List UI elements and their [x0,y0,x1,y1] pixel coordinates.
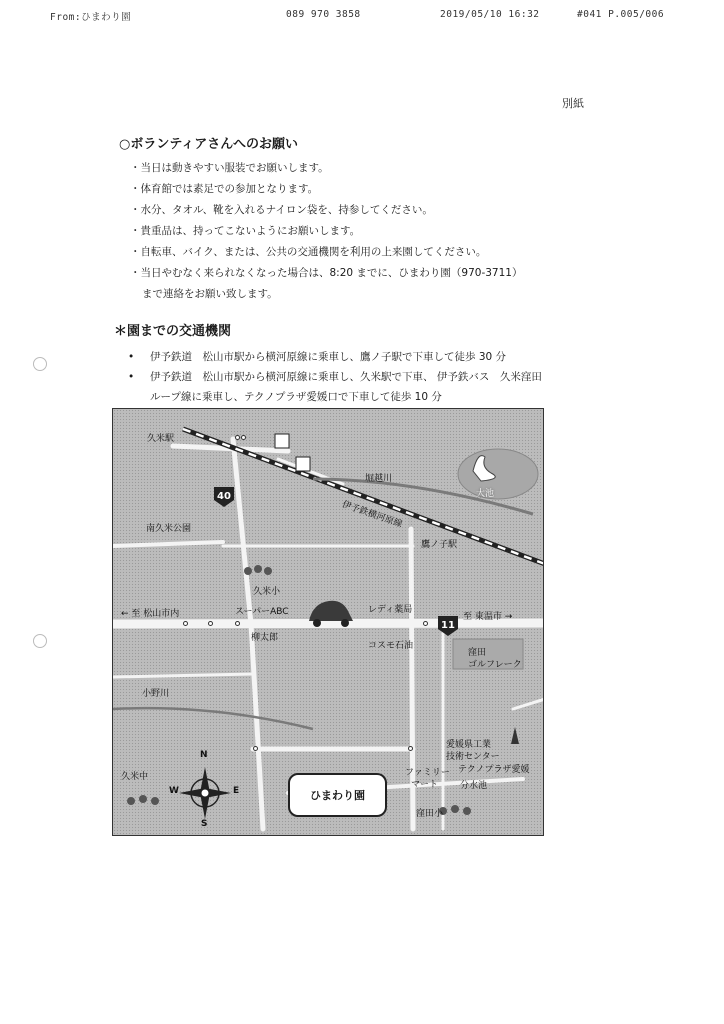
intersection-marker [408,746,413,751]
compass-s: S [201,819,208,829]
techno-plaza-label: テクノプラザ愛媛 [458,765,530,775]
compass-icon [179,767,231,819]
route-40-sign [211,485,235,507]
intersection-marker [423,621,428,626]
access-list [128,347,608,407]
route-40-label: 40 [217,491,231,502]
route-11-sign [435,614,459,636]
kume-elementary-label: 久米小 [253,587,281,597]
family-mart-label-1: ファミリー [405,768,450,778]
intersection-marker [235,435,240,440]
list-item: ・当日は動きやすい服装でお願いします。 [130,162,329,174]
himawari-destination [288,773,387,817]
punch-hole-bottom [33,634,47,648]
to-toon-label: 至 東温市 → [463,612,513,622]
list-item: ・水分、タオル、靴を入れるナイロン袋を、持参してください。 [130,204,433,216]
ready-shop-label: レディ薬局 [368,605,413,615]
list-item-continuation: ループ線に乗車し、テクノプラザ愛媛口で下車して徒歩 10 分 [150,391,442,403]
compass-e: E [233,786,240,796]
takanoko-station-label: 鷹ノ子駅 [421,540,458,550]
cosmo-oil-label: コスモ石油 [368,641,414,651]
route-11-label: 11 [441,620,455,631]
list-item: ・体育館では素足での参加となります。 [130,183,319,195]
punch-hole-top [33,357,47,371]
list-item-continuation: まで連絡をお願い致します。 [142,288,278,300]
list-item: • 伊予鉄道 松山市駅から横河原線に乗車し、鷹ノ子駅で下車して徒歩 30 分 [128,347,608,367]
kubota-golf-label-2: ゴルフレーク [468,660,522,670]
access-map [112,408,544,836]
minami-kume-park-label: 南久米公園 [146,524,192,534]
fax-from: From:ひまわり園 [50,12,132,23]
yanagitaro-label: 柳太郎 [251,633,279,643]
intersection-marker [208,621,213,626]
compass-n: N [200,750,208,760]
kubota-elementary-label: 窪田小 [416,809,444,819]
oike-label: 大池 [476,489,495,499]
access-section-title: ＊園までの交通機関 [114,324,232,339]
list-item: ・貴重品は、持ってこないようにお願いします。 [130,225,361,237]
intersection-marker [183,621,188,626]
kume-station-label: 久米駅 [147,434,175,444]
bunsuichi-label: 分水池 [460,781,488,791]
list-item [130,263,600,305]
page-label: 別紙 [562,97,584,110]
intersection-marker [253,746,258,751]
himawari-label: ひまわり園 [310,789,365,802]
ehime-tech-label-1: 愛媛県工業 [446,740,492,750]
fax-page: #041 P.005/006 [577,9,665,20]
list-item-text: ・当日やむなく来られなくなった場合は、8:20 までに、ひまわり園（970-3711） [130,267,523,279]
iyo-line-label: 伊予鉄横河原線 [340,499,404,530]
to-matsuyama-label: ← 至 松山市内 [121,609,180,619]
family-mart-label-2: マート [411,780,439,790]
super-abc-label: スーパーABC [235,607,289,617]
ehime-tech-label-2: 技術センター [446,752,500,762]
list-item: ・自転車、バイク、または、公共の交通機関を利用の上来園してください。 [130,246,487,258]
intersection-marker [235,621,240,626]
list-item [128,367,608,407]
gas-station-icon [275,434,289,448]
volunteer-request-list [130,158,600,305]
kubota-golf-label-1: 窪田 [468,648,487,658]
compass-w: W [169,786,179,796]
onogawa-label: 小野川 [142,689,170,699]
fax-datetime: 2019/05/10 16:32 [440,9,540,20]
list-item-text: 伊予鉄道 松山市駅から横河原線に乗車し、久米駅で下車、 伊予鉄バス 久米窪田 [150,371,542,383]
tower-icon [511,727,519,744]
intersection-marker [241,435,246,440]
fax-header [0,9,724,25]
volunteer-section-title: ○ボランティアさんへのお願い [119,137,299,152]
horikoshi-river-label: 堀越川 [365,474,393,484]
gas-station-icon [296,457,310,471]
fax-tel: 089 970 3858 [286,9,361,20]
kume-jr-high-label: 久米中 [121,772,149,782]
